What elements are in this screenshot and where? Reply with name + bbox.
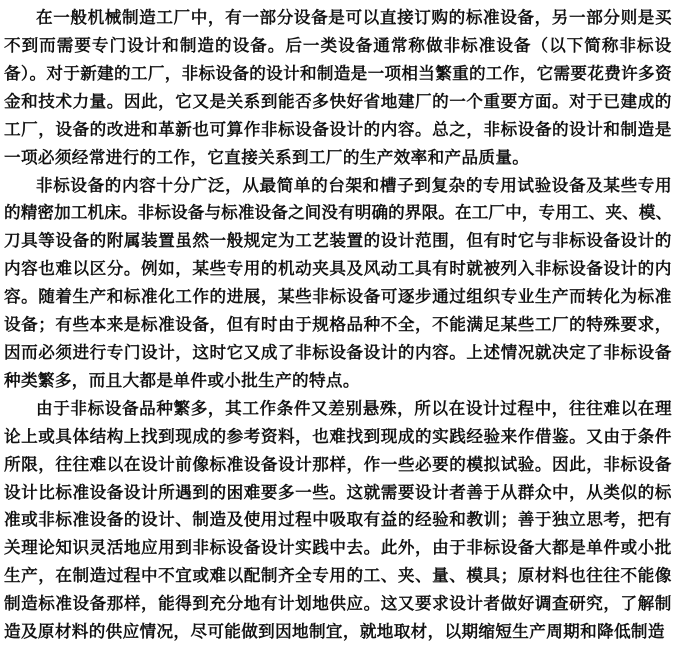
text-line: 生产，在制造过程中不宜或难以配制齐全专用的工、夹、量、模具；原材料也往往不能像 [4, 565, 672, 586]
text-line: 设计比标准设备设计所遇到的困难要多一些。这就需要设计者善于从群众中，从类似的标 [4, 481, 672, 502]
text-line: 刀具等设备的附属装置虽然一般规定为工艺装置的设计范围，但有时它与非标设备设计的 [4, 230, 672, 251]
text-line: 内容也难以区分。例如，某些专用的机动夹具及风动工具有时就被列入非标设备设计的内 [4, 258, 672, 279]
text-line: 造及原材料的供应情况，尽可能做到因地制宜，就地取材，以期缩短生产周期和降低制造 [4, 621, 665, 641]
text-line: 容。随着生产和标准化工作的进展，某些非标设备可逐步通过组织专业生产而转化为标准 [4, 286, 672, 307]
text-line: 非标设备的内容十分广泛，从最简单的台架和槽子到复杂的专用试验设备及某些专用 [36, 174, 673, 195]
text-line: 关理论知识灵活地应用到非标设备设计实践中去。此外，由于非标设备大都是单件或小批 [4, 537, 672, 558]
text-line: 设备；有些本来是标准设备，但有时由于规格品种不全，不能满足某些工厂的特殊要求， [4, 314, 672, 334]
text-line: 论上或具体结构上找到现成的参考资料，也难找到现成的实践经验来作借鉴。又由于条件 [4, 425, 672, 446]
text-line: 因而必须进行专门设计，这时它又成了非标设备设计的内容。上述情况就决定了非标设备 [4, 341, 672, 362]
text-line: 工厂，设备的改进和革新也可算作非标设备设计的内容。总之，非标设备的设计和制造是 [4, 118, 672, 139]
text-line: 准或非标准设备的设计、制造及使用过程中吸取有益的经验和教训；善于独立思考，把有 [4, 509, 672, 530]
text-line: 一项必须经常进行的工作，它直接关系到工厂的生产效率和产品质量。 [4, 146, 530, 167]
text-line: 由于非标设备品种繁多，其工作条件又差别悬殊，所以在设计过程中，往往难以在理 [36, 397, 673, 418]
text-line: 制造标准设备那样，能得到充分地有计划地供应。这又要求设计者做好调查研究，了解制 [4, 593, 672, 614]
text-line: 种类繁多，而且大都是单件或小批生产的特点。 [4, 369, 360, 390]
text-line: 的精密加工机床。非标设备与标准设备之间没有明确的界限。在工厂中，专用工、夹、模、 [4, 202, 673, 223]
text-line: 所限，往往难以在设计前像标准设备设计那样，作一些必要的模拟试验。因此，非标设备 [4, 453, 672, 474]
text-line: 不到而需要专门设计和制造的设备。后一类设备通常称做非标准设备（以下简称非标设 [4, 34, 673, 55]
text-line: 在一般机械制造工厂中，有一部分设备是可以直接订购的标准设备，另一部分则是买 [36, 7, 673, 27]
text-line: 备）。对于新建的工厂，非标设备的设计和制造是一项相当繁重的工作，它需要花费许多资 [4, 62, 672, 83]
text-line: 金和技术力量。因此，它又是关系到能否多快好省地建厂的一个重要方面。对于已建成的 [4, 90, 672, 111]
